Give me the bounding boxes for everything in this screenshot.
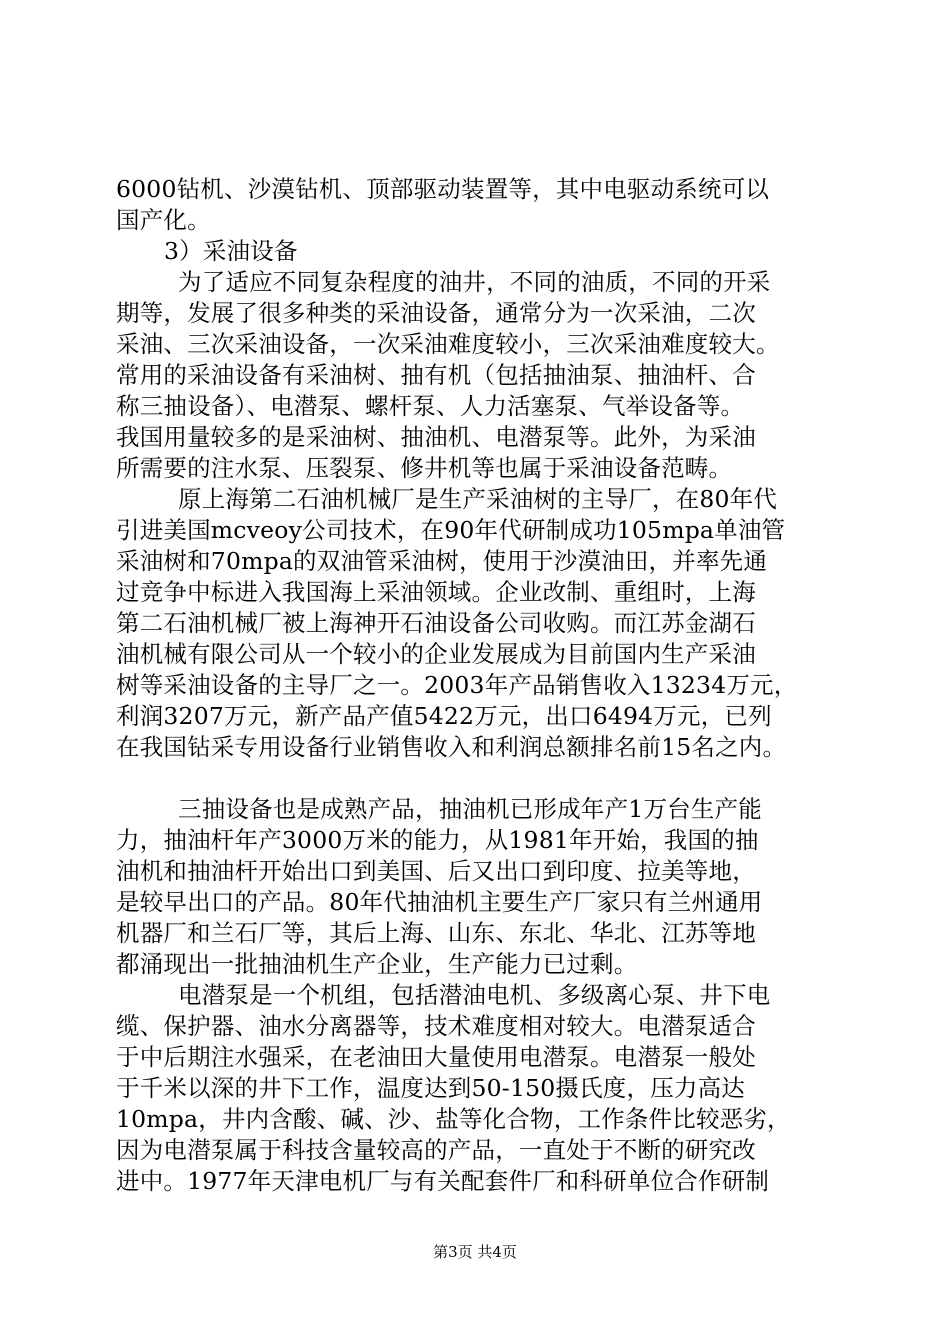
page-number-footer: 第3页 共4页 bbox=[433, 1243, 517, 1261]
text-line: 10mpa，井内含酸、碱、沙、盐等化合物，工作条件比较恶劣， bbox=[116, 1105, 791, 1133]
text-line: 国产化。 bbox=[116, 206, 211, 234]
text-line: 原上海第二石油机械厂是生产采油树的主导厂，在80年代 bbox=[178, 485, 778, 513]
text-line: 电潜泵是一个机组，包括潜油电机、多级离心泵、井下电 bbox=[178, 981, 771, 1009]
text-line: 常用的采油设备有采油树、抽有机（包括抽油泵、抽油杆、合 bbox=[116, 361, 756, 389]
text-line: 三抽设备也是成熟产品，抽油机已形成年产1万台生产能 bbox=[178, 795, 762, 823]
text-line: 称三抽设备）、电潜泵、螺杆泵、人力活塞泵、气举设备等。 bbox=[116, 392, 745, 420]
text-line: 于中后期注水强采，在老油田大量使用电潜泵。电潜泵一般处 bbox=[116, 1043, 756, 1071]
text-line: 采油树和70mpa的双油管采油树，使用于沙漠油田，并率先通 bbox=[116, 547, 768, 575]
text-line: 我国用量较多的是采油树、抽油机、电潜泵等。此外，为采油 bbox=[116, 423, 756, 451]
section-heading: 3）采油设备 bbox=[164, 237, 298, 265]
text-line: 在我国钻采专用设备行业销售收入和利润总额排名前15名之内。 bbox=[116, 733, 787, 761]
text-line: 期等，发展了很多种类的采油设备，通常分为一次采油，二次 bbox=[116, 299, 756, 327]
text-line: 是较早出口的产品。80年代抽油机主要生产厂家只有兰州通用 bbox=[116, 888, 763, 916]
text-line: 过竞争中标进入我国海上采油领域。企业改制、重组时，上海 bbox=[116, 578, 756, 606]
text-line: 第二石油机械厂被上海神开石油设备公司收购。而江苏金湖石 bbox=[116, 609, 756, 637]
text-line: 缆、保护器、油水分离器等，技术难度相对较大。电潜泵适合 bbox=[116, 1012, 756, 1040]
text-line: 进中。1977年天津电机厂与有关配套件厂和科研单位合作研制 bbox=[116, 1167, 770, 1195]
text-line: 利润3207万元，新产品产值5422万元，出口6494万元，已列 bbox=[116, 702, 772, 730]
text-line: 引进美国mcveoy公司技术，在90年代研制成功105mpa单油管 bbox=[116, 516, 786, 544]
text-line: 油机械有限公司从一个较小的企业发展成为目前国内生产采油 bbox=[116, 640, 756, 668]
text-line: 机器厂和兰石厂等，其后上海、山东、东北、华北、江苏等地 bbox=[116, 919, 756, 947]
text-line: 采油、三次采油设备，一次采油难度较小，三次采油难度较大。 bbox=[116, 330, 780, 358]
text-line: 力，抽油杆年产3000万米的能力，从1981年开始，我国的抽 bbox=[116, 826, 759, 854]
text-line: 于千米以深的井下工作，温度达到50-150摄氏度，压力高达 bbox=[116, 1074, 745, 1102]
text-line: 都涌现出一批抽油机生产企业，生产能力已过剩。 bbox=[116, 950, 638, 978]
text-line: 油机和抽油杆开始出口到美国、后又出口到印度、拉美等地， bbox=[116, 857, 756, 885]
text-line: 所需要的注水泵、压裂泵、修井机等也属于采油设备范畴。 bbox=[116, 454, 733, 482]
text-line: 为了适应不同复杂程度的油井，不同的油质，不同的开采 bbox=[178, 268, 771, 296]
text-line: 6000钻机、沙漠钻机、顶部驱动装置等，其中电驱动系统可以 bbox=[116, 175, 770, 203]
text-line: 树等采油设备的主导厂之一。2003年产品销售收入13234万元， bbox=[116, 671, 798, 699]
text-line: 因为电潜泵属于科技含量较高的产品，一直处于不断的研究改 bbox=[116, 1136, 756, 1164]
